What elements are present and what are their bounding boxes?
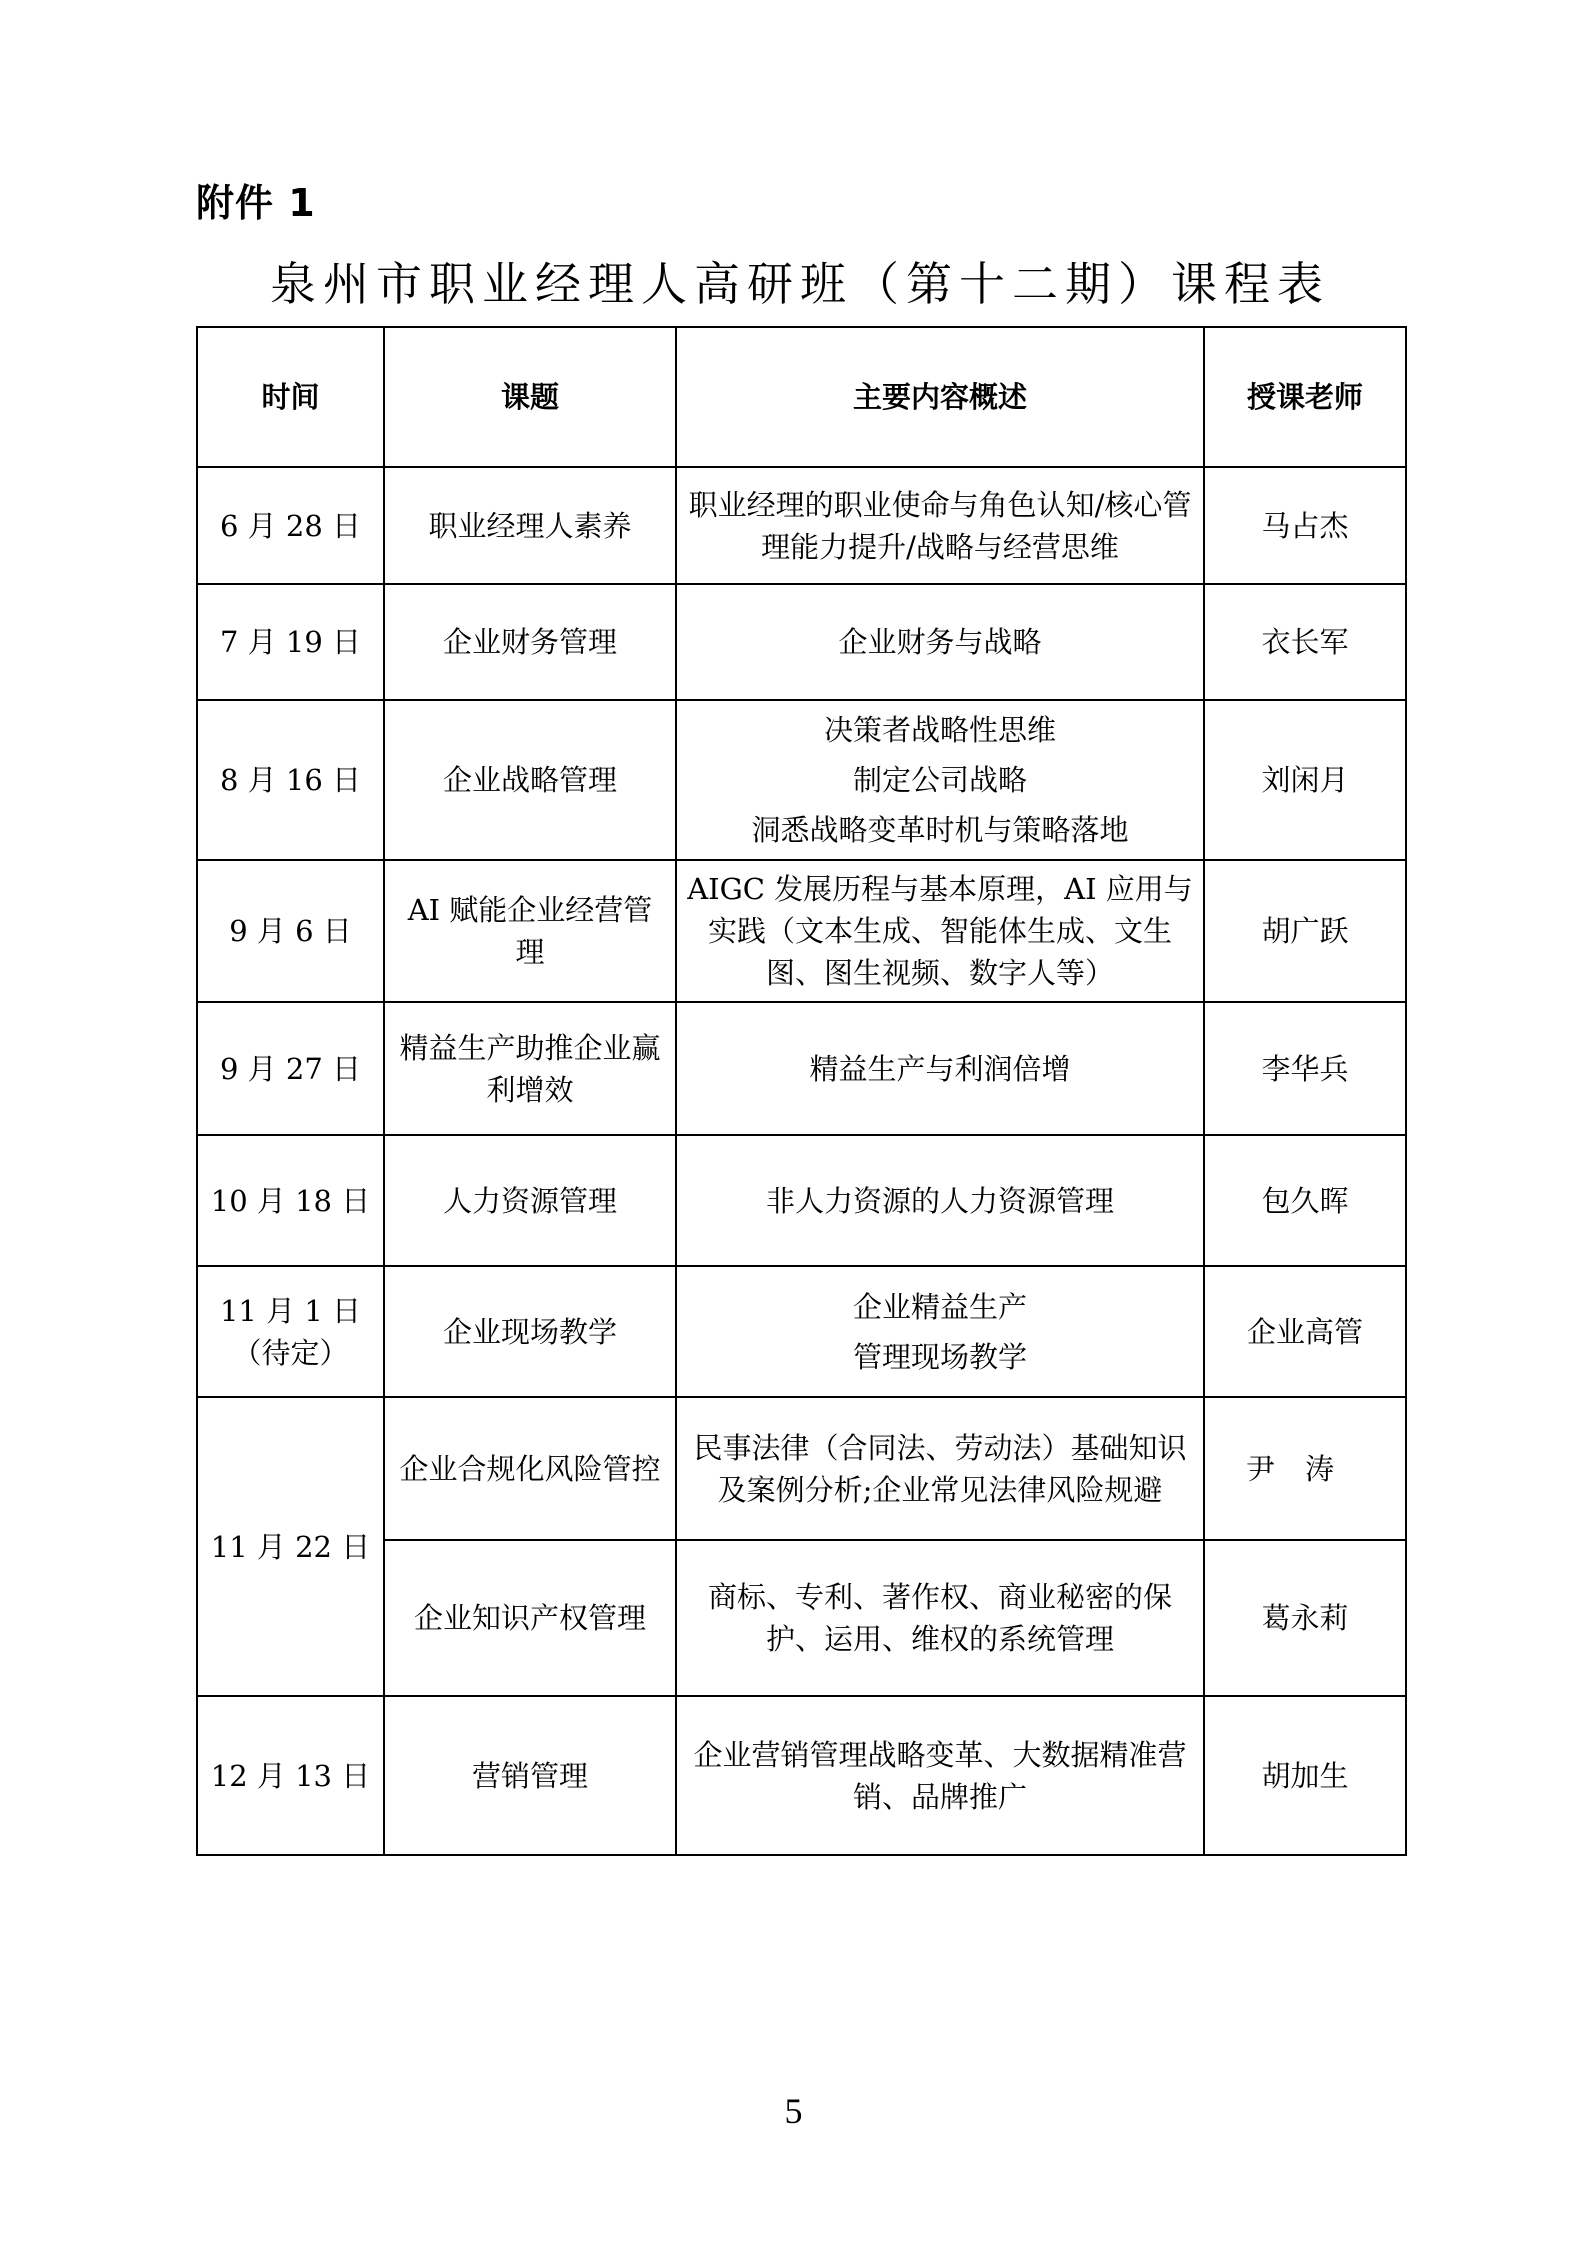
cell-time: 7 月 19 日 (197, 584, 384, 700)
cell-time: 6 月 28 日 (197, 467, 384, 584)
cell-teacher: 李华兵 (1204, 1002, 1406, 1135)
attachment-label: 附件 1 (196, 181, 316, 225)
cell-topic: 企业财务管理 (384, 584, 676, 700)
document-title: 泉州市职业经理人高研班（第十二期）课程表 (270, 257, 1330, 311)
table-row (197, 1135, 1406, 1266)
cell-content: 商标、专利、著作权、商业秘密的保护、运用、维权的系统管理 (676, 1540, 1204, 1696)
page-number: 5 (784, 2091, 803, 2131)
cell-time: 8 月 16 日 (197, 700, 384, 860)
table-header-row (197, 327, 1406, 467)
content-line: 决策者战略性思维 (823, 713, 1056, 747)
cell-content: 民事法律（合同法、劳动法）基础知识及案例分析;企业常见法律风险规避 (676, 1397, 1204, 1540)
header-content: 主要内容概述 (676, 327, 1204, 467)
time-line: 11 月 1 日 (219, 1293, 361, 1328)
cell-topic: 职业经理人素养 (384, 467, 676, 584)
table-row (197, 1696, 1406, 1855)
cell-teacher: 马占杰 (1204, 467, 1406, 584)
content-line: 管理现场教学 (852, 1339, 1027, 1374)
header-teacher: 授课老师 (1204, 327, 1406, 467)
time-line: （待定） (232, 1335, 349, 1370)
cell-content: 企业财务与战略 (676, 584, 1204, 700)
cell-topic: 营销管理 (384, 1696, 676, 1855)
cell-teacher: 尹涛 (1204, 1397, 1406, 1540)
cell-topic: 企业知识产权管理 (384, 1540, 676, 1696)
cell-time: 10 月 18 日 (197, 1135, 384, 1266)
cell-teacher: 衣长军 (1204, 584, 1406, 700)
cell-content: 职业经理的职业使命与角色认知/核心管理能力提升/战略与经营思维 (676, 467, 1204, 584)
cell-topic: AI 赋能企业经营管理 (384, 860, 676, 1002)
header-topic: 课题 (384, 327, 676, 467)
table-row (197, 584, 1406, 700)
cell-teacher: 胡加生 (1204, 1696, 1406, 1855)
table-row (197, 467, 1406, 584)
cell-content: AIGC 发展历程与基本原理，AI 应用与实践（文本生成、智能体生成、文生图、图生视频、数字人等） (676, 860, 1204, 1002)
cell-teacher: 企业高管 (1204, 1266, 1406, 1397)
cell-time: 12 月 13 日 (197, 1696, 384, 1855)
cell-teacher: 葛永莉 (1204, 1540, 1406, 1696)
cell-time: 11 月 22 日 (197, 1397, 384, 1696)
course-schedule-table (196, 326, 1407, 1856)
cell-topic: 企业现场教学 (384, 1266, 676, 1397)
table-row (197, 860, 1406, 1002)
content-line: 企业精益生产 (852, 1289, 1027, 1324)
content-line: 洞悉战略变革时机与策略落地 (751, 813, 1129, 847)
cell-teacher: 刘闲月 (1204, 700, 1406, 860)
content-line: 制定公司战略 (852, 763, 1027, 797)
cell-topic: 企业合规化风险管控 (384, 1397, 676, 1540)
cell-time (197, 1266, 384, 1397)
cell-teacher: 胡广跃 (1204, 860, 1406, 1002)
cell-teacher: 包久晖 (1204, 1135, 1406, 1266)
table-row (197, 1266, 1406, 1397)
cell-topic: 人力资源管理 (384, 1135, 676, 1266)
cell-content: 企业营销管理战略变革、大数据精准营销、品牌推广 (676, 1696, 1204, 1855)
table-row (197, 1002, 1406, 1135)
cell-content (676, 1266, 1204, 1397)
cell-content (676, 700, 1204, 860)
cell-content: 非人力资源的人力资源管理 (676, 1135, 1204, 1266)
cell-content: 精益生产与利润倍增 (676, 1002, 1204, 1135)
header-time: 时间 (197, 327, 384, 467)
cell-topic: 企业战略管理 (384, 700, 676, 860)
cell-time: 9 月 6 日 (197, 860, 384, 1002)
cell-topic: 精益生产助推企业赢利增效 (384, 1002, 676, 1135)
table-row (197, 700, 1406, 860)
cell-time: 9 月 27 日 (197, 1002, 384, 1135)
table-row (197, 1397, 1406, 1540)
